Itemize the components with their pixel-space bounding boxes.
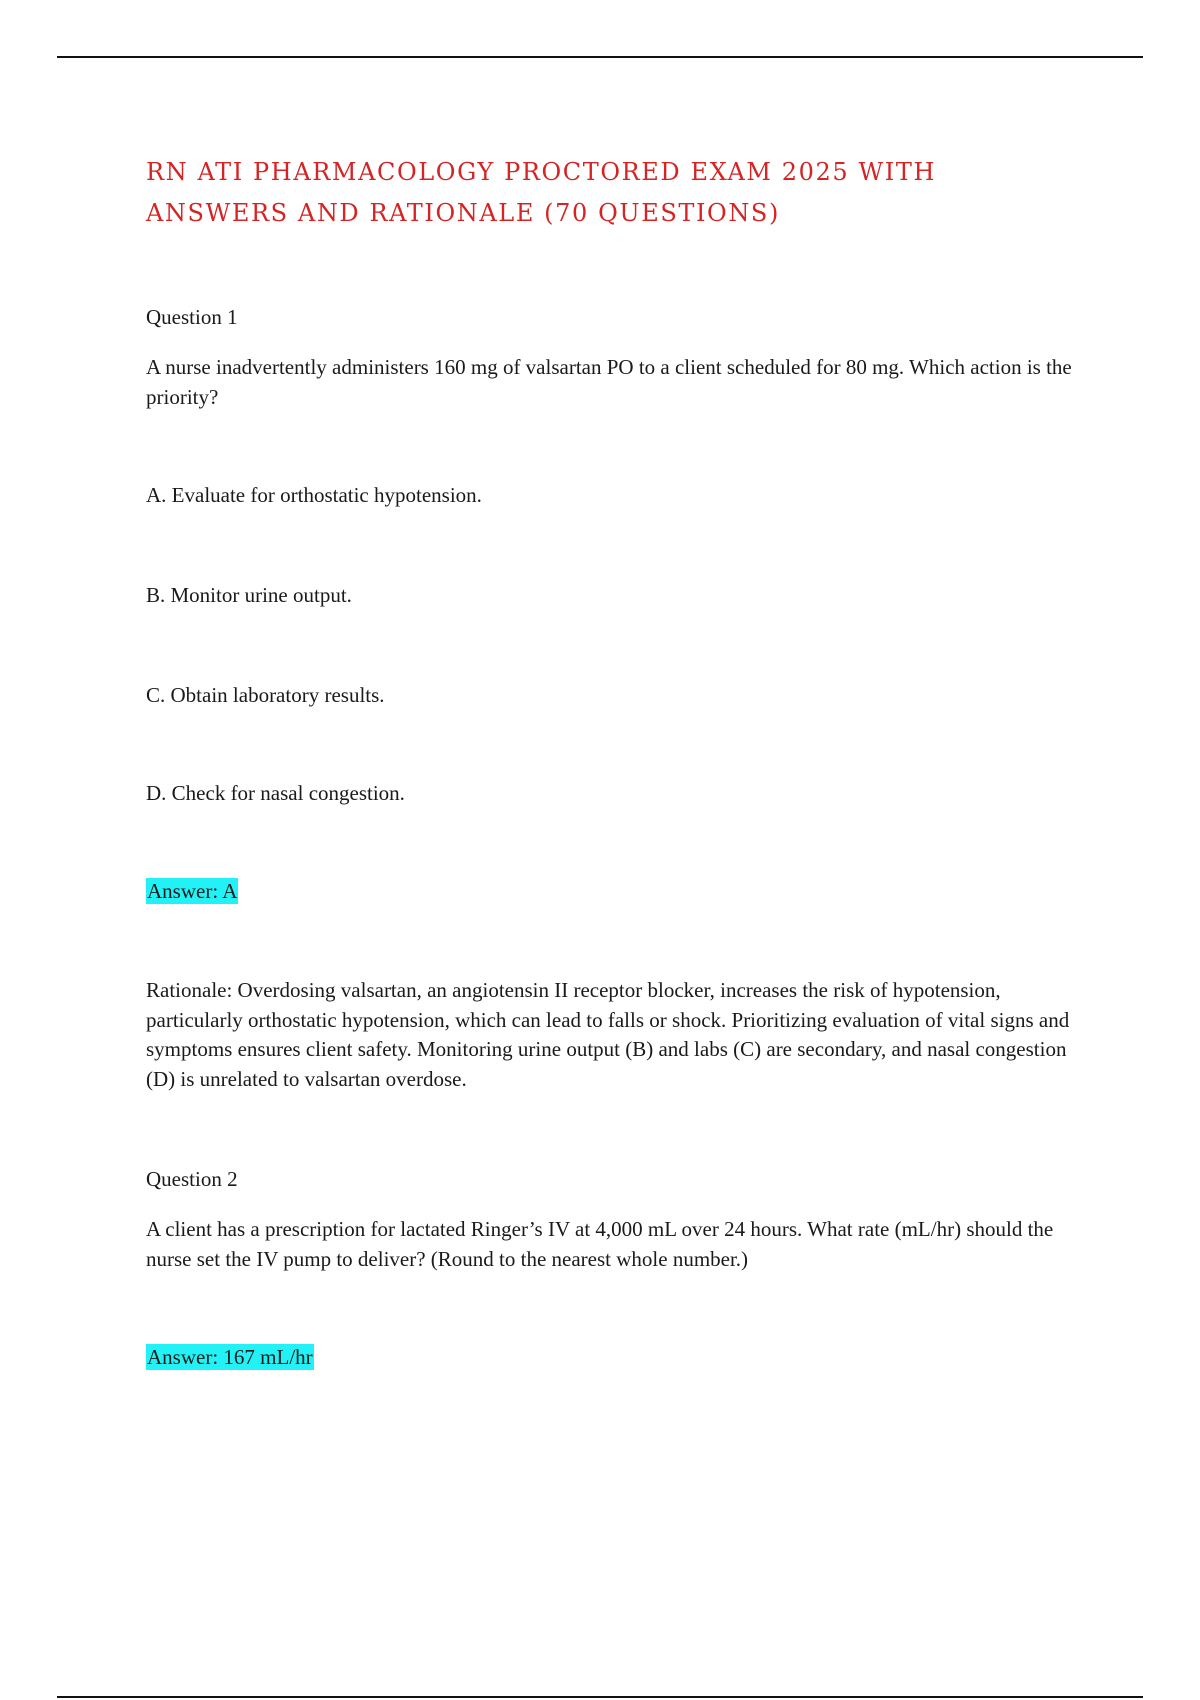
answer-option-b: B. Monitor urine output. [146, 583, 352, 607]
document-body [146, 152, 1076, 1370]
answer-row [146, 1344, 1076, 1370]
document-title: RN ATI PHARMACOLOGY PROCTORED EXAM 2025 WITH ANSWERS AND RATIONALE (70 QUESTIONS) [146, 158, 936, 227]
question-block [146, 302, 1076, 1094]
footer-rule [57, 1696, 1143, 1698]
answer-row [146, 878, 1076, 904]
question-block [146, 1164, 1076, 1370]
answer-option-c: C. Obtain laboratory results. [146, 683, 385, 707]
question-text: A client has a prescription for lactated Ringer’s IV at 4,000 mL over 24 hours. What rate (mL/hr) should the nurse set the IV pump to deliver? (Round to the nearest whole number.) [146, 1217, 1054, 1271]
question-label: Question 2 [146, 1167, 238, 1191]
rationale-text: Rationale: Overdosing valsartan, an angiotensin II receptor blocker, increases the risk of hypotension, particularly orthostatic hypotension, which can lead to falls or shock. Prioritizing evaluation of vital signs and symptoms ensures client safety. Monitoring urine output (B) and labs (C) are secondary, and nasal congestion (D) is unrelated to valsartan overdose. [146, 978, 1070, 1091]
question-label: Question 1 [146, 305, 238, 329]
answer-option-d: D. Check for nasal congestion. [146, 781, 405, 805]
answer-option-a: A. Evaluate for orthostatic hypotension. [146, 483, 482, 507]
header-rule [57, 56, 1143, 58]
question-text: A nurse inadvertently administers 160 mg of valsartan PO to a client scheduled for 80 mg. Which action is the priority? [146, 355, 1072, 409]
answer-highlight: Answer: 167 mL/hr [147, 1345, 313, 1369]
answer-highlight: Answer: A [147, 879, 238, 903]
